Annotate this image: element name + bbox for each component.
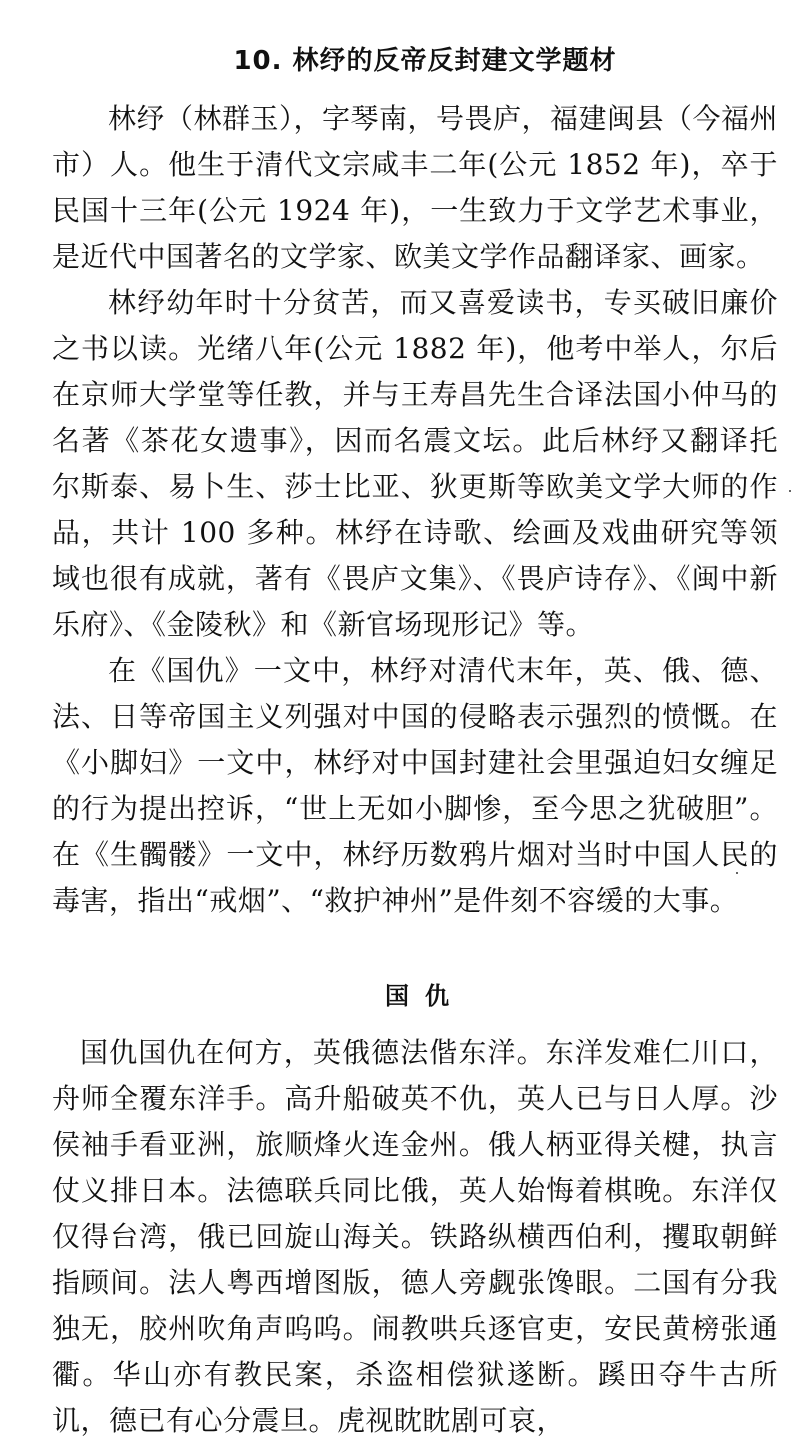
section-title: 10. 林纾的反帝反封建文学题材	[233, 46, 617, 76]
poem-text: 国仇国仇在何方，英俄德法偕东洋。东洋发难仁川口，舟师全覆东洋手。高升船破英不仇，英人已与日人厚。沙侯袖手看亚洲，旅顺烽火连金州。俄人柄亚得关楗，执言仗义排日本。法德联兵同比俄，英人始悔着棋晚。东洋仅仅得台湾，俄已回旋山海关。铁路纵横西伯利，攫取朝鲜指顾间。法人粤西增图版，德人旁觑张馋眼。二国有分我独无，胶州吹角声呜呜。闹教哄兵逐官吏，安民黄榜张通衢。华山亦有教民案，杀盗相偿狱遂断。蹊田夺牛古所讥，德已有心分震旦。虎视眈眈剧可哀，	[52, 1036, 778, 1437]
poem-title: 国仇	[385, 982, 465, 1010]
paragraph-biography: 林纾（林群玉），字琴南，号畏庐，福建闽县（今福州市）人。他生于清代文宗咸丰二年(公元 1852 年)，卒于民国十三年(公元 1924 年)，一生致力于文学艺术事业，是近代中国著名的文学家、欧美文学作品翻译家、画家。	[52, 102, 779, 273]
scan-speck	[736, 872, 738, 874]
paragraph-works: 在《国仇》一文中，林纾对清代末年，英、俄、德、法、日等帝国主义列强对中国的侵略表示强烈的愤慨。在《小脚妇》一文中，林纾对中国封建社会里强迫妇女缠足的行为提出控诉，“世上无如小脚惨，至今思之犹破胆”。在《生髑髅》一文中，林纾历数鸦片烟对当时中国人民的毒害，指出“戒烟”、“救护神州”是件刻不容缓的大事。	[52, 654, 778, 917]
paragraph-career: 林纾幼年时十分贫苦，而又喜爱读书，专买破旧廉价之书以读。光绪八年(公元 1882 年)，他考中举人，尔后在京师大学堂等任教，并与王寿昌先生合译法国小仲马的名著《茶花女遗事》，因而名震文坛。此后林纾又翻译托尔斯泰、易卜生、莎士比亚、狄更斯等欧美文学大师的作品，共计 100 多种。林纾在诗歌、绘画及戏曲研究等领域也很有成就，著有《畏庐文集》、《畏庐诗存》、《闽中新乐府》、《金陵秋》和《新官场现形记》等。	[52, 286, 778, 641]
scan-speck	[789, 490, 791, 492]
